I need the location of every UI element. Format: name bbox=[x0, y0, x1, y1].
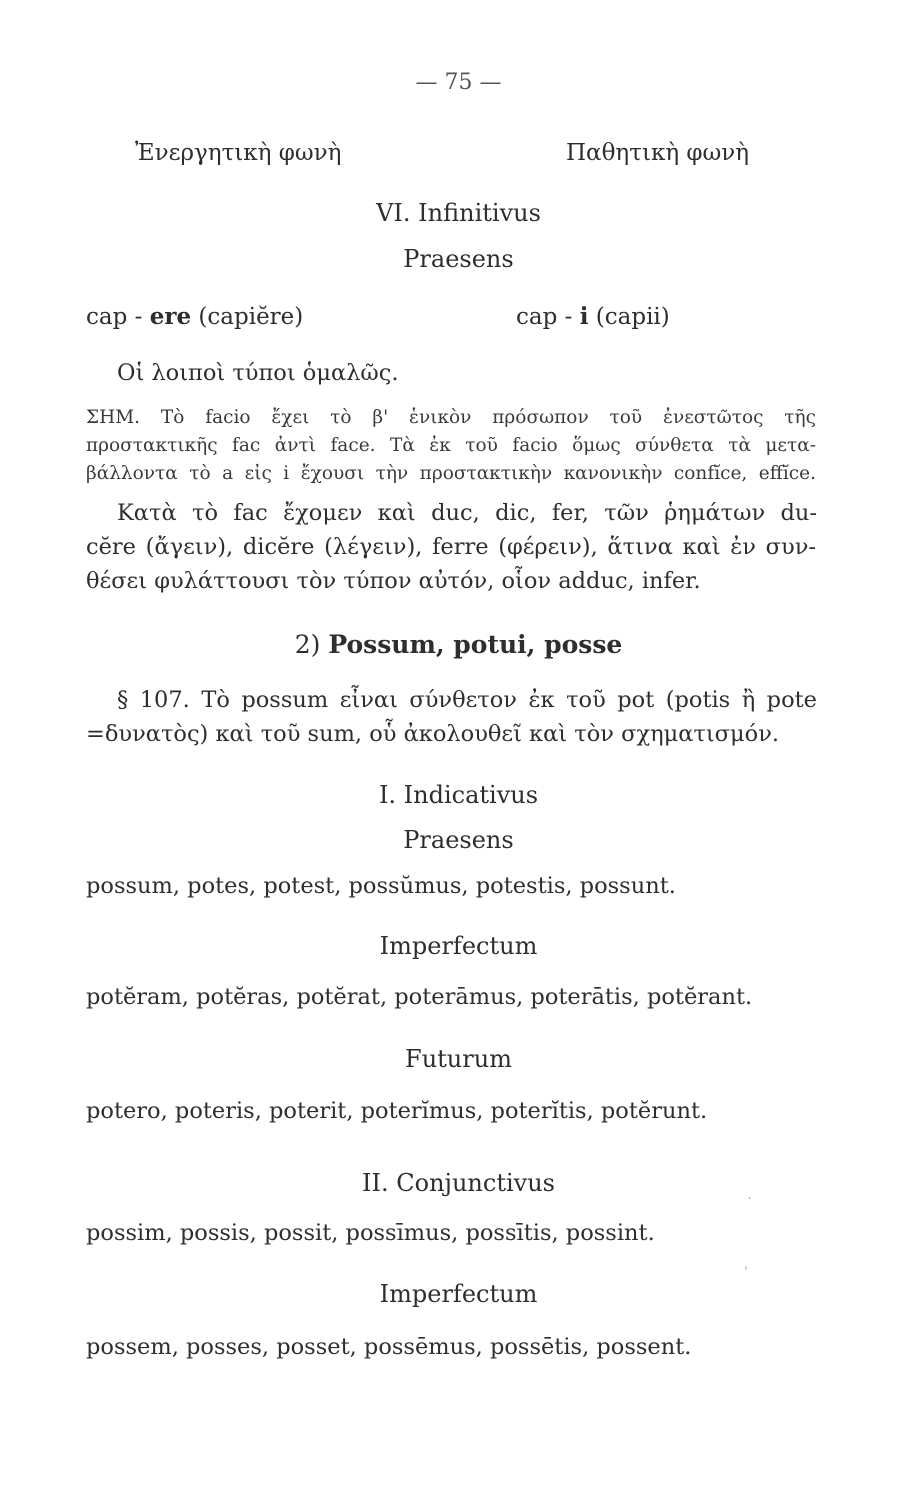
conjunctivus-title: II. Conjunctivus bbox=[362, 1169, 555, 1197]
note-line-1: ΣΗΜ. Τὸ facio ἔχει τὸ β' ἑνικὸν πρόσωπον τοῦ ἐνεστῶτος τῆς bbox=[86, 407, 816, 428]
fac-paragraph-line-2: cĕre (ἄγειν), dicĕre (λέγειν), ferre (φέρειν), ἅτινα καὶ ἐν συν- bbox=[86, 534, 816, 560]
indicativus-futurum-label: Futurum bbox=[405, 1045, 512, 1073]
active-stem: cap - bbox=[86, 304, 150, 330]
conjunctivus-imperfectum-forms: possem, posses, posset, possēmus, possētis, possent. bbox=[86, 1334, 692, 1360]
indicativus-praesens-label: Praesens bbox=[403, 826, 514, 854]
possum-paragraph-line-2: =δυνατὸς) καὶ τοῦ sum, οὗ ἀκολουθεῖ καὶ τὸν σχηματισμόν. bbox=[86, 721, 780, 747]
print-speck: ˙ bbox=[746, 1196, 753, 1212]
print-speck: ˌ bbox=[744, 1256, 748, 1272]
possum-paragraph-line-1: § 107. Τὸ possum εἶναι σύνθετον ἐκ τοῦ pot (potis ἢ pote bbox=[117, 687, 817, 713]
infinitivus-tense: Praesens bbox=[403, 245, 514, 273]
possum-section-heading bbox=[0, 632, 917, 657]
indicativus-title: I. Indicativus bbox=[378, 781, 539, 809]
conjunctivus-praesens-forms: possim, possis, possit, possīmus, possītis, possint. bbox=[86, 1220, 655, 1246]
active-ending: ere bbox=[149, 303, 192, 330]
indicativus-imperfectum-label: Imperfectum bbox=[379, 932, 538, 960]
active-gloss: (capiĕre) bbox=[191, 304, 304, 330]
possum-section-number: 2) bbox=[294, 630, 321, 659]
active-voice-header: Ἐνεργητικὴ φωνὴ bbox=[135, 140, 342, 166]
indicativus-praesens-forms: possum, potes, potest, possŭmus, potestis, possunt. bbox=[86, 873, 676, 899]
indicativus-futurum-forms: potero, poteris, poterit, poterĭmus, poterĭtis, potĕrunt. bbox=[86, 1098, 708, 1124]
passive-stem: cap - bbox=[516, 304, 580, 330]
passive-gloss: (capii) bbox=[588, 304, 670, 330]
passive-ending: i bbox=[579, 303, 589, 330]
passive-infinitive bbox=[516, 305, 670, 329]
rest-regular-note: Οἱ λοιποὶ τύποι ὁμαλῶς. bbox=[117, 360, 399, 386]
possum-section-title: Possum, potui, posse bbox=[328, 630, 623, 659]
active-infinitive bbox=[86, 305, 303, 329]
conjunctivus-imperfectum-label: Imperfectum bbox=[379, 1280, 538, 1308]
note-line-2: προστακτικῆς fac ἀντὶ face. Τὰ ἐκ τοῦ facio ὅμως σύνθετα τὰ μετα- bbox=[86, 435, 816, 456]
passive-voice-header: Παθητικὴ φωνὴ bbox=[566, 140, 750, 166]
infinitivus-title: VI. Infinitivus bbox=[376, 199, 541, 227]
fac-paragraph-line-1: Κατὰ τὸ fac ἔχομεν καὶ duc, dic, fer, τῶν ῥημάτων du- bbox=[117, 500, 817, 526]
page-number: — 75 — bbox=[415, 70, 502, 95]
fac-paragraph-line-3: θέσει φυλάττουσι τὸν τύπον αὐτόν, οἷον adduc, infer. bbox=[86, 568, 701, 594]
note-line-3: βάλλοντα τὸ a εἰς i ἔχουσι τὴν προστακτικὴν κανονικὴν confĭce, effĭce. bbox=[86, 463, 816, 484]
indicativus-imperfectum-forms: potĕram, potĕras, potĕrat, poterāmus, poterātis, potĕrant. bbox=[86, 984, 753, 1010]
